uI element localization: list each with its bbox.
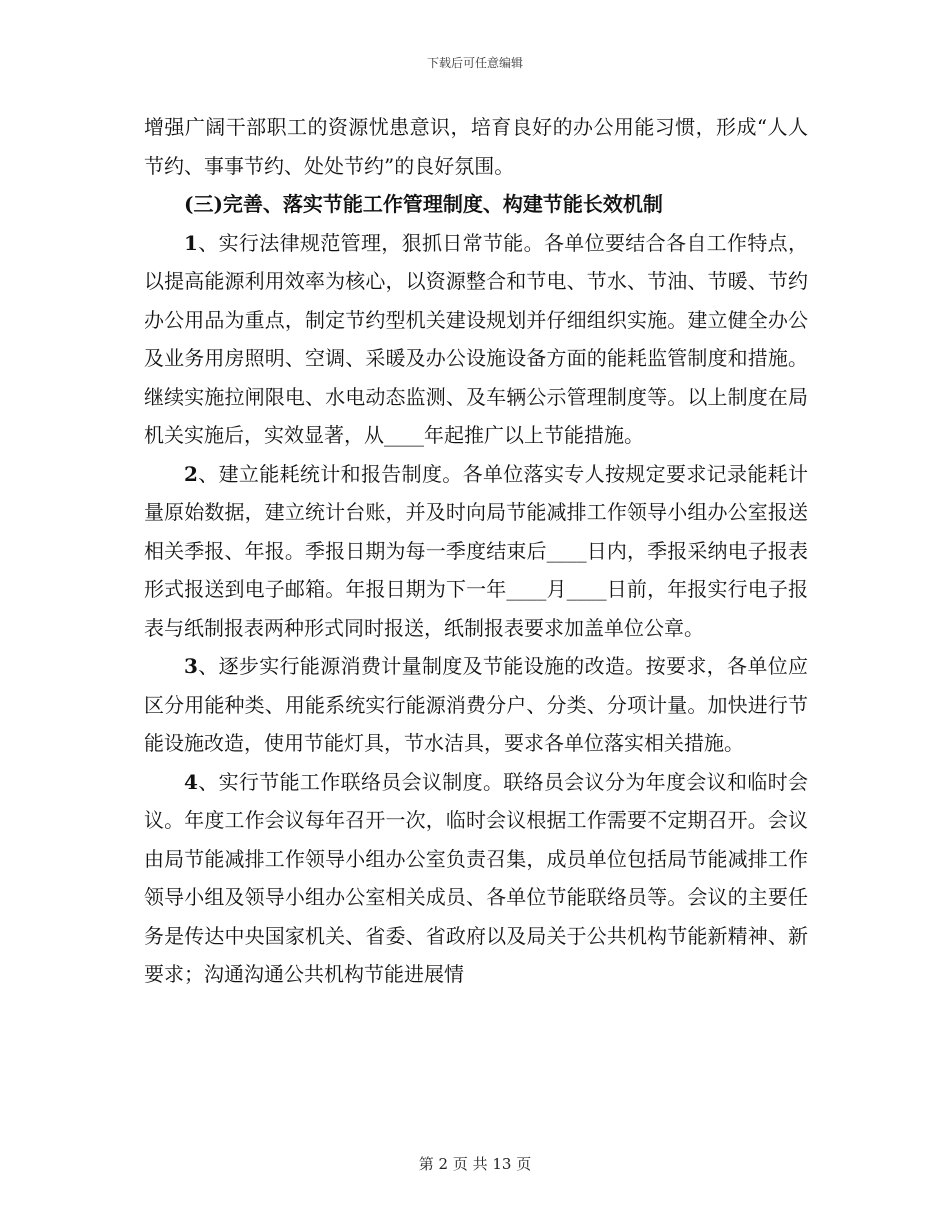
document-body [144, 108, 808, 994]
item-text: 、逐步实行能源消费计量制度及节能设施的改造。按要求，各单位应区分用能种类、用能系统实行能源消费分户、分类、分项计量。加快进行节能设施改造，使用节能灯具，节水洁具，要求各单位落实相关措施。 [144, 654, 808, 755]
item-paragraph-1 [144, 224, 808, 455]
item-number: 1 [184, 230, 198, 255]
item-text: 、实行节能工作联络员会议制度。联络员会议分为年度会议和临时会议。年度工作会议每年召开一次，临时会议根据工作需要不定期召开。会议由局节能减排工作领导小组办公室负责召集，成员单位包括局节能减排工作领导小组及领导小组办公室相关成员、各单位节能联络员等。会议的主要任务是传达中央国家机关、省委、省政府以及局关于公共机构节能新精神、新要求；沟通沟通公共机构节能进展情 [144, 769, 808, 986]
item-text: 、建立能耗统计和报告制度。各单位落实专人按规定要求记录能耗计量原始数据，建立统计台账，并及时向局节能减排工作领导小组办公室报送相关季报、年报。季报日期为每一季度结束后____日内，季报采纳电子报表形式报送到电子邮箱。年报日期为下一年____月____日前，年报实行电子报表与纸制报表两种形式同时报送，纸制报表要求加盖单位公章。 [144, 461, 808, 640]
section-heading: (三)完善、落实节能工作管理制度、构建节能长效机制 [184, 192, 663, 216]
item-paragraph-2 [144, 455, 808, 648]
item-paragraph-3 [144, 647, 808, 763]
page-header-note: 下载后可任意编辑 [426, 56, 523, 70]
intro-paragraph: 增强广阔干部职工的资源忧患意识，培育良好的办公用能习惯，形成“人人节约、事事节约、处处节约”的良好氛围。 [144, 115, 808, 178]
item-text: 、实行法律规范管理，狠抓日常节能。各单位要结合各自工作特点，以提高能源利用效率为核心，以资源整合和节电、节水、节油、节暖、节约办公用品为重点，制定节约型机关建设规划并仔细组织实施。建立健全办公及业务用房照明、空调、采暖及办公设施设备方面的能耗监管制度和措施。继续实施拉闸限电、水电动态监测、及车辆公示管理制度等。以上制度在局机关实施后，实效显著，从____年起推广以上节能措施。 [144, 230, 808, 447]
item-number: 2 [184, 461, 198, 486]
item-number: 3 [184, 654, 198, 678]
page-number: 第 2 页 共 13 页 [418, 1155, 532, 1173]
item-number: 4 [184, 769, 198, 794]
item-paragraph-4 [144, 763, 808, 994]
